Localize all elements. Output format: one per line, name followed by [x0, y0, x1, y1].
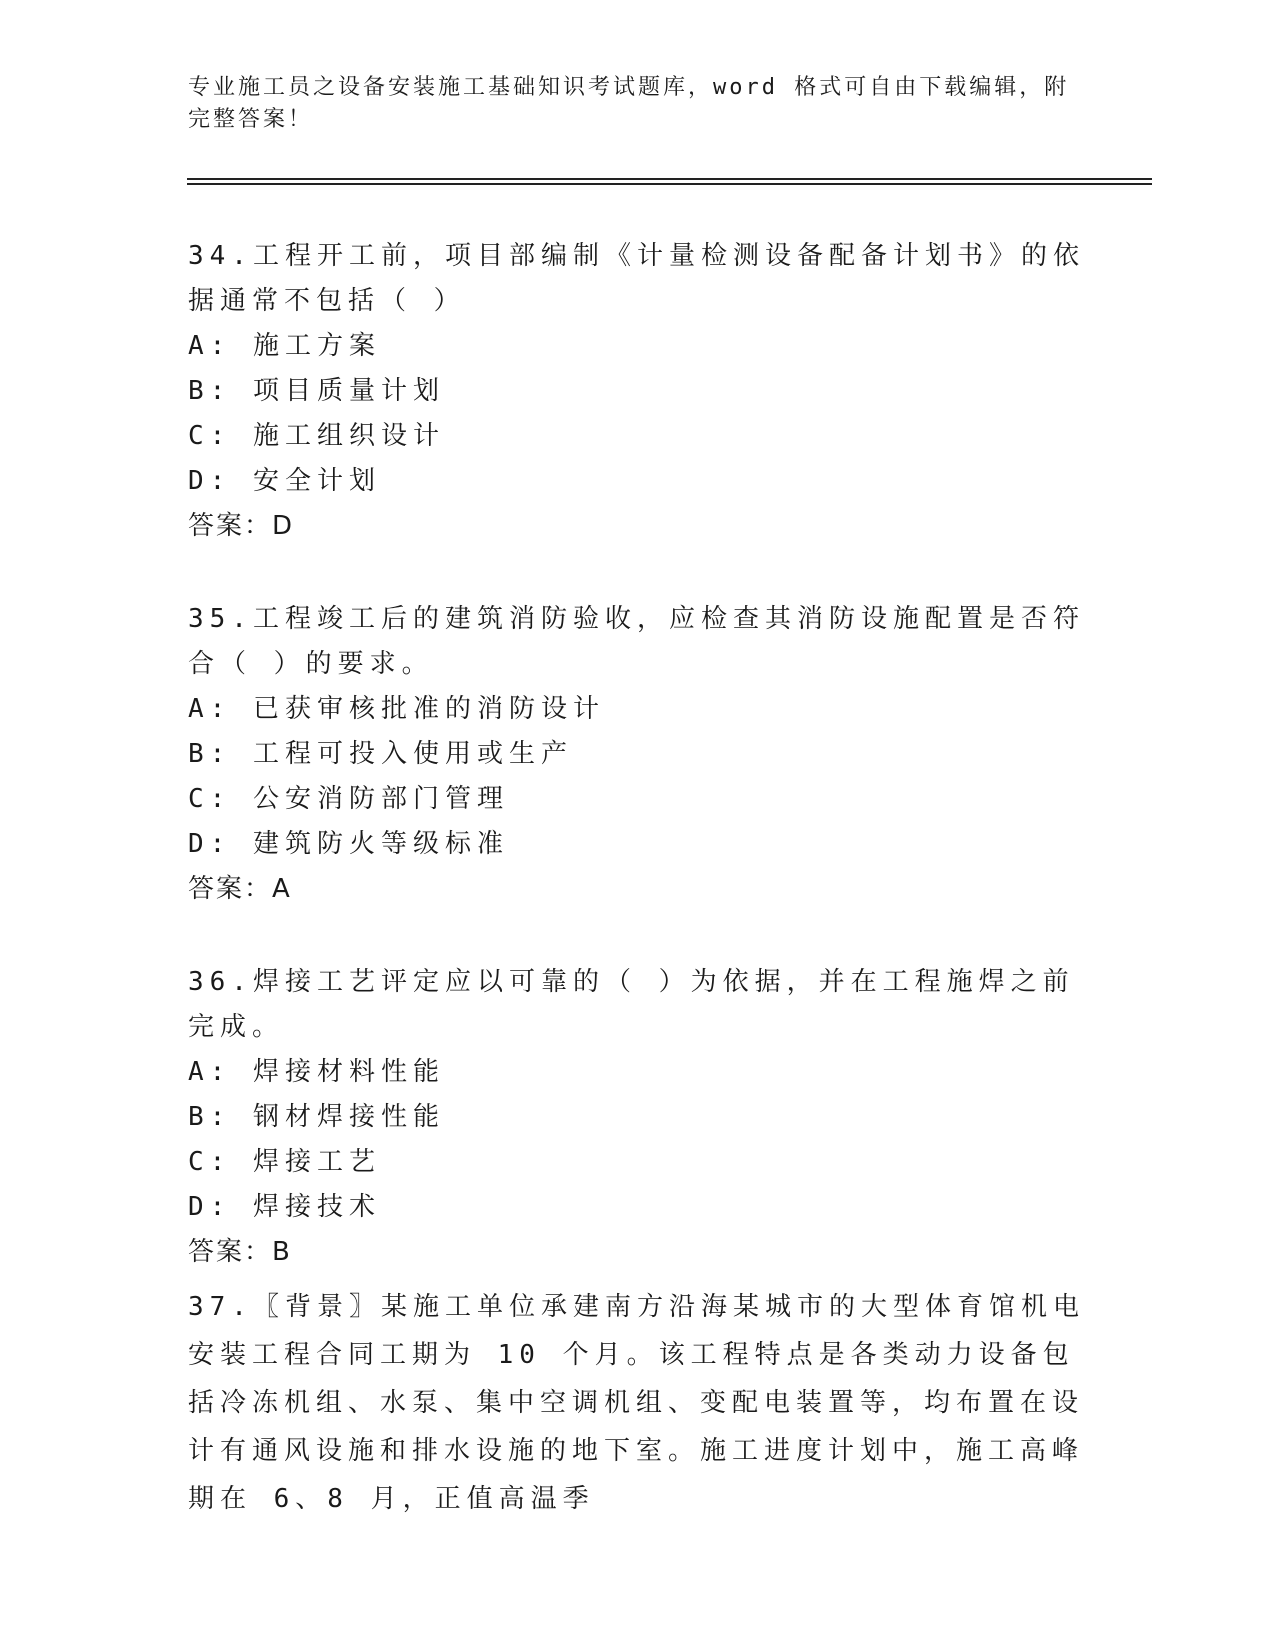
option-a: A: 焊接材料性能 — [188, 1057, 445, 1087]
document-header — [188, 72, 1088, 136]
question-stem: 37.〖背景〗某施工单位承建南方沿海某城市的大型体育馆机电安装工程合同工期为 10 个月。该工程特点是各类动力设备包括冷冻机组、水泵、集中空调机组、变配电装置等，均布置在设计有通风设施和排水设施的地下室。施工进度计划中，施工高峰期在 6、8 月，正值高温季 — [188, 1292, 1085, 1514]
option-a: A: 已获审核批准的消防设计 — [188, 694, 605, 724]
header-divider-top — [187, 178, 1152, 180]
question-stem: 35.工程竣工后的建筑消防验收，应检查其消防设施配置是否符合（ ）的要求。 — [188, 604, 1085, 679]
question-stem: 34.工程开工前，项目部编制《计量检测设备配备计划书》的依据通常不包括（ ） — [188, 241, 1085, 316]
option-d: D: 建筑防火等级标准 — [188, 829, 509, 859]
answer: 答案：B — [188, 1237, 292, 1267]
option-a: A: 施工方案 — [188, 331, 381, 361]
option-b: B: 工程可投入使用或生产 — [188, 739, 573, 769]
question-stem: 36.焊接工艺评定应以可靠的（ ）为依据，并在工程施焊之前完成。 — [188, 967, 1075, 1042]
option-d: D: 焊接技术 — [188, 1192, 381, 1222]
question-34 — [188, 234, 1088, 549]
question-35 — [188, 597, 1088, 912]
option-c: C: 施工组织设计 — [188, 421, 445, 451]
option-b: B: 项目质量计划 — [188, 376, 445, 406]
option-c: C: 焊接工艺 — [188, 1147, 381, 1177]
option-b: B: 钢材焊接性能 — [188, 1102, 445, 1132]
question-36 — [188, 960, 1088, 1275]
header-title: 专业施工员之设备安装施工基础知识考试题库，word 格式可自由下载编辑，附完整答案！ — [188, 75, 1070, 132]
option-c: C: 公安消防部门管理 — [188, 784, 509, 814]
question-37 — [188, 1283, 1088, 1523]
option-d: D: 安全计划 — [188, 466, 381, 496]
answer: 答案：D — [188, 511, 295, 541]
answer: 答案：A — [188, 874, 292, 904]
header-divider-bottom — [187, 183, 1152, 185]
